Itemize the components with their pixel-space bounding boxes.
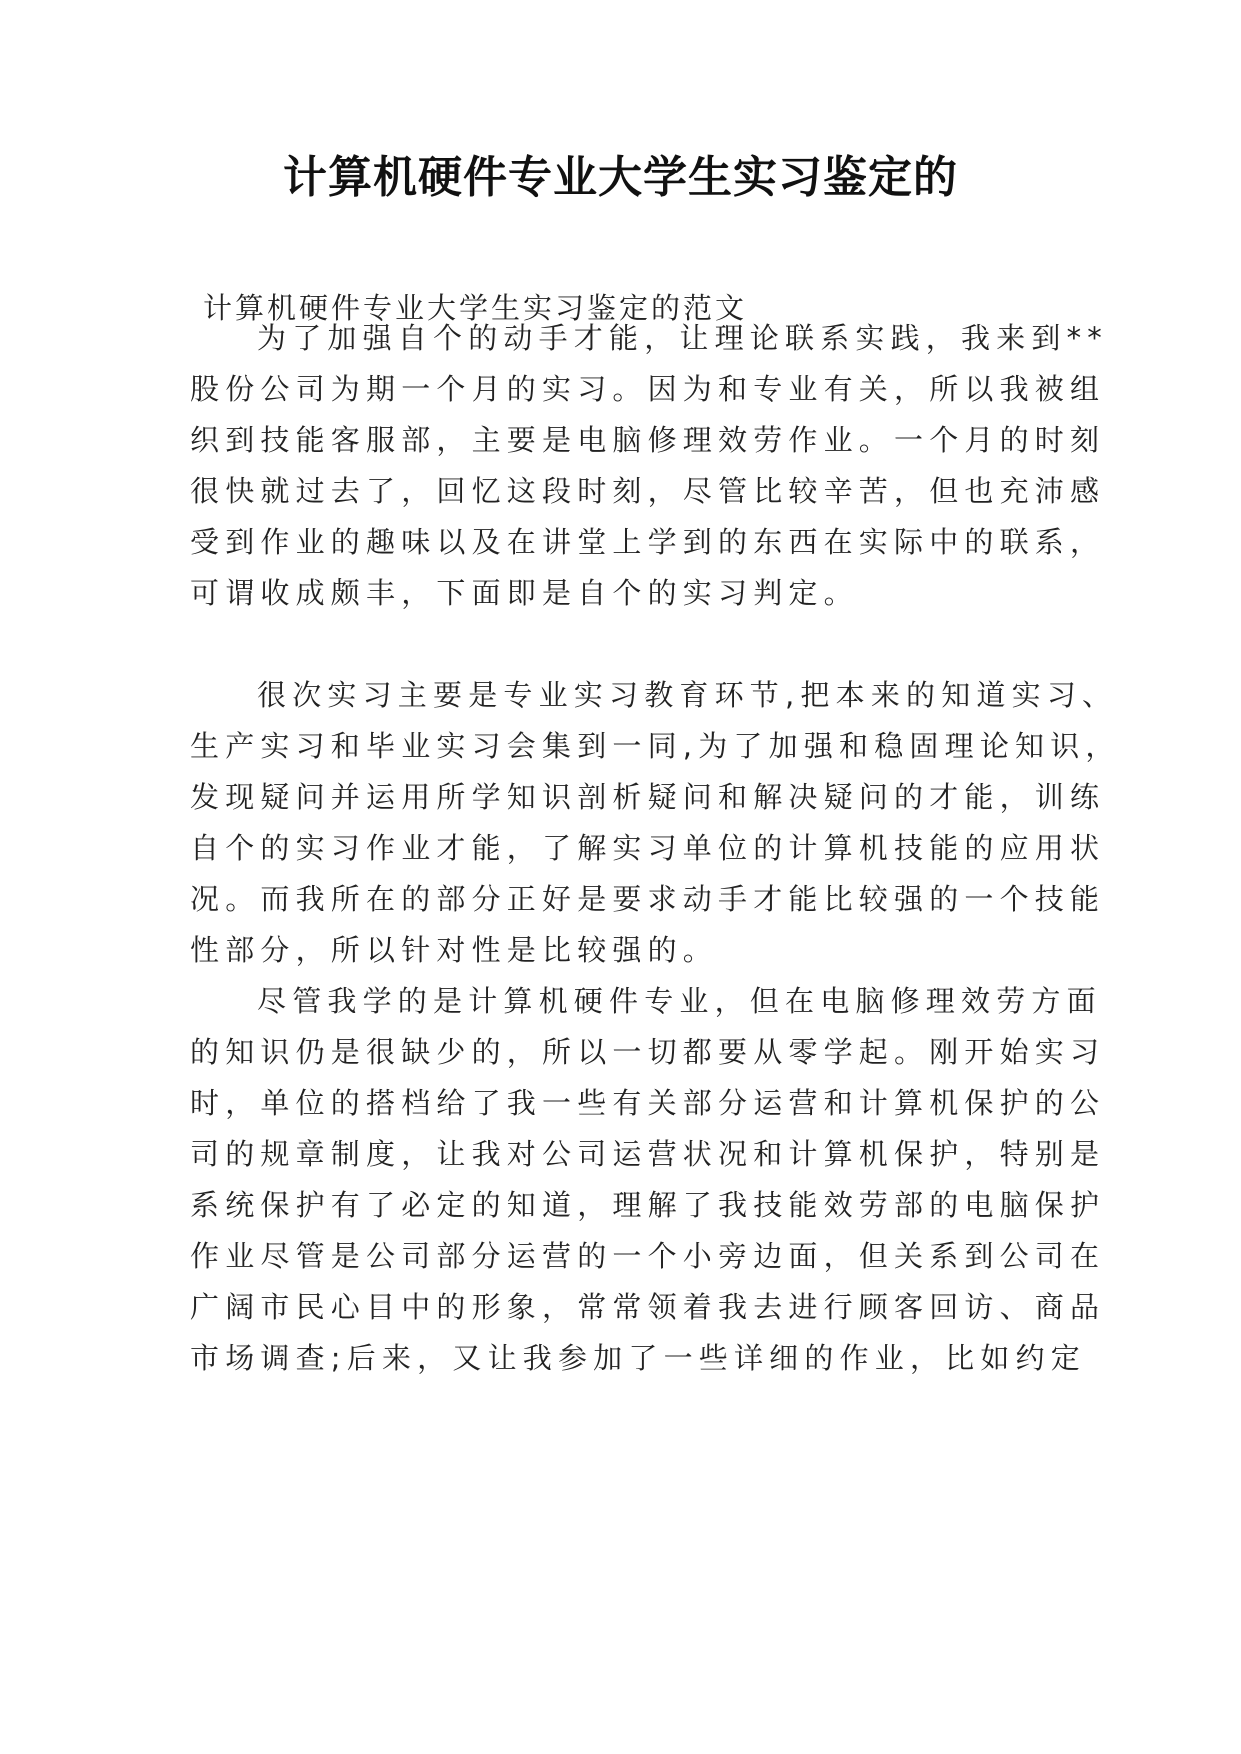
paragraph-line: 广阔市民心目中的形象，常常领着我去进行顾客回访、商品 bbox=[190, 1290, 1106, 1324]
paragraph-line: 很快就过去了，回忆这段时刻，尽管比较辛苦，但也充沛感 bbox=[190, 474, 1106, 508]
paragraph-line: 股份公司为期一个月的实习。因为和专业有关，所以我被组 bbox=[190, 372, 1106, 406]
document-title: 计算机硬件专业大学生实习鉴定的 bbox=[283, 152, 958, 203]
paragraph-line: 很次实习主要是专业实习教育环节,把本来的知道实习、 bbox=[257, 678, 1118, 712]
paragraph-line: 织到技能客服部，主要是电脑修理效劳作业。一个月的时刻 bbox=[190, 423, 1106, 457]
paragraph-line: 况。而我所在的部分正好是要求动手才能比较强的一个技能 bbox=[190, 882, 1106, 916]
paragraph-line: 生产实习和毕业实习会集到一同,为了加强和稳固理论知识， bbox=[190, 729, 1121, 763]
paragraph-line: 尽管我学的是计算机硬件专业，但在电脑修理效劳方面 bbox=[257, 984, 1102, 1018]
paragraph-line: 自个的实习作业才能，了解实习单位的计算机技能的应用状 bbox=[190, 831, 1106, 865]
paragraph-line: 性部分，所以针对性是比较强的。 bbox=[190, 933, 719, 967]
paragraph-line: 为了加强自个的动手才能，让理论联系实践，我来到** bbox=[257, 321, 1109, 355]
paragraph-line: 受到作业的趣味以及在讲堂上学到的东西在实际中的联系， bbox=[190, 525, 1106, 559]
paragraph-line: 可谓收成颇丰，下面即是自个的实习判定。 bbox=[190, 576, 859, 610]
paragraph-line: 系统保护有了必定的知道，理解了我技能效劳部的电脑保护 bbox=[190, 1188, 1106, 1222]
paragraph-line: 作业尽管是公司部分运营的一个小旁边面，但关系到公司在 bbox=[190, 1239, 1106, 1273]
paragraph-line: 时，单位的搭档给了我一些有关部分运营和计算机保护的公 bbox=[190, 1086, 1106, 1120]
paragraph-line: 发现疑问并运用所学知识剖析疑问和解决疑问的才能，训练 bbox=[190, 780, 1106, 814]
document-subtitle: 计算机硬件专业大学生实习鉴定的范文 bbox=[203, 291, 748, 325]
paragraph-line: 的知识仍是很缺少的，所以一切都要从零学起。刚开始实习 bbox=[190, 1035, 1106, 1069]
paragraph-line: 司的规章制度，让我对公司运营状况和计算机保护，特别是 bbox=[190, 1137, 1106, 1171]
paragraph-line: 市场调查;后来，又让我参加了一些详细的作业，比如约定 bbox=[190, 1341, 1086, 1375]
